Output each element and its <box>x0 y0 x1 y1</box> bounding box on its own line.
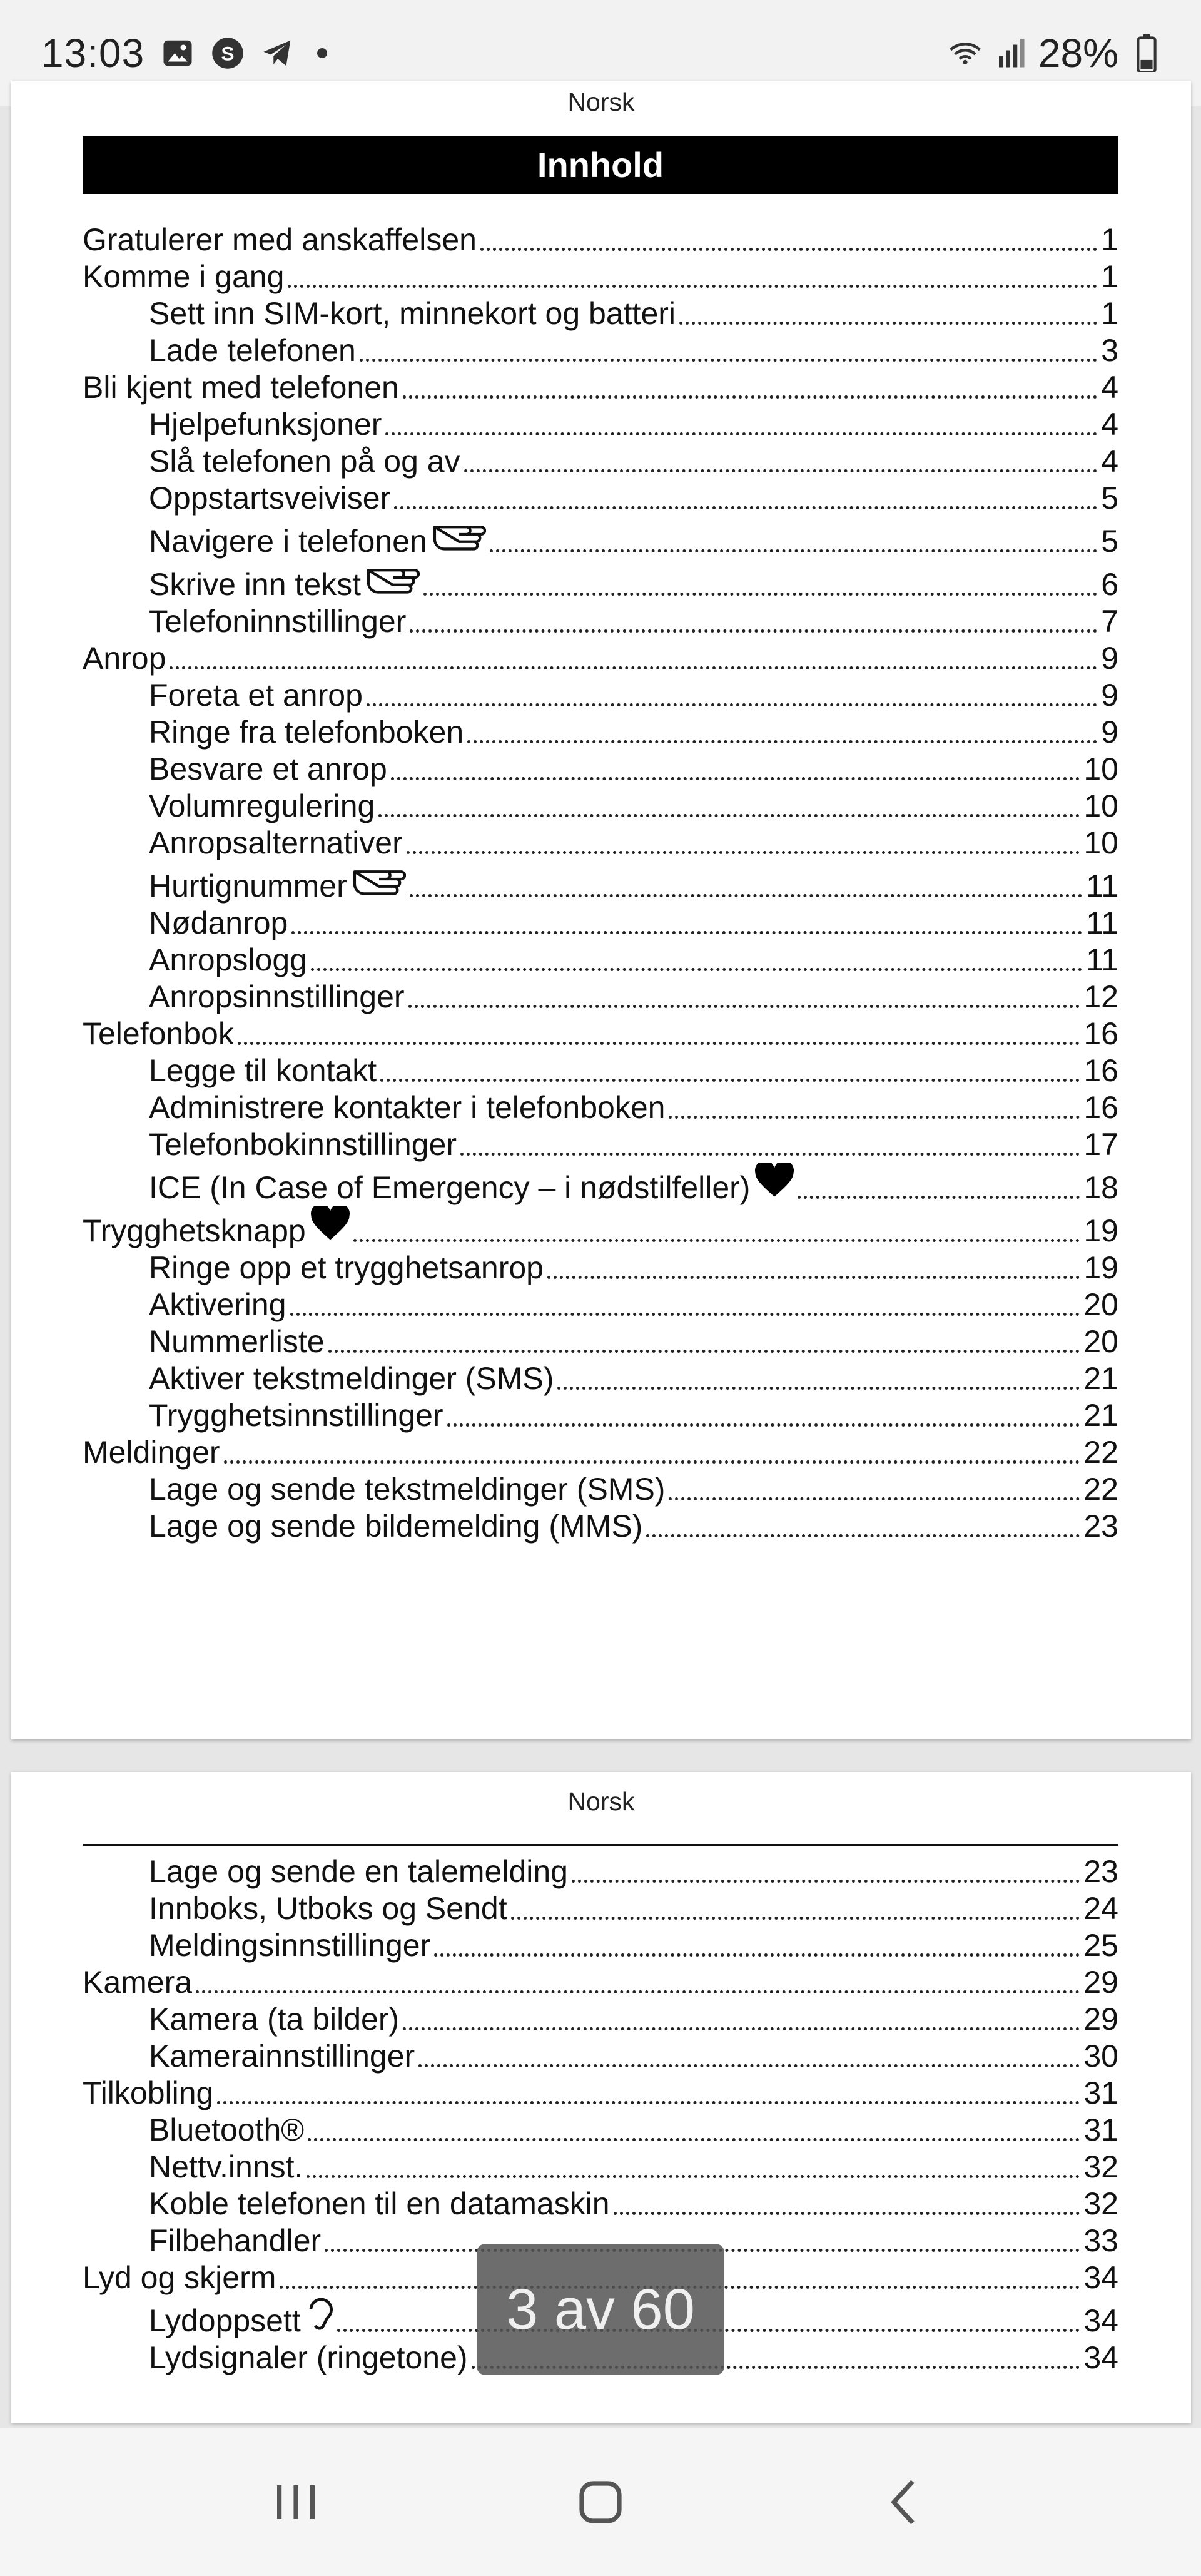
toc-page-number: 34 <box>1083 2303 1118 2338</box>
toc-page-number: 24 <box>1083 1891 1118 1926</box>
battery-percentage: 28% <box>1038 31 1118 76</box>
ear-icon <box>306 2296 333 2339</box>
toc-entry[interactable] <box>83 979 1118 1016</box>
toc-page-number: 25 <box>1083 1928 1118 1963</box>
dot-leader <box>380 1079 1080 1082</box>
toc-entry-label: Tilkobling <box>83 2075 214 2110</box>
toc-entry[interactable] <box>83 825 1118 862</box>
toc-entry-label: Meldinger <box>83 1435 220 1470</box>
skype-icon <box>211 36 245 70</box>
toc-entry-label: Aktiver tekstmeldinger (SMS) <box>149 1361 554 1396</box>
dot-leader <box>447 1423 1080 1427</box>
toc-page-number: 4 <box>1101 370 1118 405</box>
toc-entry-label: Hjelpefunksjoner <box>149 407 382 442</box>
toc-entry-label: Bli kjent med telefonen <box>83 370 399 405</box>
dot-leader <box>291 931 1082 934</box>
toc-page-number: 16 <box>1083 1053 1118 1088</box>
toc-entry-label: Anropslogg <box>149 942 307 977</box>
toc-page-number: 17 <box>1083 1127 1118 1162</box>
toc-entry[interactable] <box>83 369 1118 406</box>
navigation-bar <box>0 2428 1201 2576</box>
dot-leader <box>408 1005 1080 1008</box>
status-time: 13:03 <box>41 31 145 76</box>
toc-page-number: 21 <box>1083 1398 1118 1433</box>
toc-entry[interactable] <box>83 1323 1118 1360</box>
home-icon <box>572 2474 629 2530</box>
dot-leader <box>360 359 1097 362</box>
dot-leader <box>410 629 1097 633</box>
toc-page-number: 10 <box>1083 751 1118 787</box>
toc-page-number: 34 <box>1083 2340 1118 2375</box>
toc-entry-label: ICE (In Case of Emergency – i nødstilfeller) <box>149 1170 751 1205</box>
toc-entry-label: Kamera (ta bilder) <box>149 2002 400 2037</box>
toc-page-number: 20 <box>1083 1324 1118 1359</box>
toc-entry-label: Ringe fra telefonboken <box>149 715 464 750</box>
toc-entry-label: Koble telefonen til en datamaskin <box>149 2186 610 2221</box>
dot-leader <box>217 2101 1080 2104</box>
toc-entry-label: Anropsalternativer <box>149 825 403 860</box>
toc-entry[interactable] <box>83 1508 1118 1545</box>
table-of-contents <box>83 221 1118 1545</box>
toc-entry-label: Lage og sende bildemelding (MMS) <box>149 1509 643 1544</box>
toc-entry[interactable] <box>83 862 1118 905</box>
toc-entry-label: Legge til kontakt <box>149 1053 377 1088</box>
toc-entry[interactable] <box>83 1286 1118 1323</box>
toc-entry[interactable] <box>83 1890 1118 1927</box>
toc-entry-label: Telefoninnstillinger <box>149 604 407 639</box>
dot-leader <box>307 2175 1080 2178</box>
toc-page-number: 29 <box>1083 1965 1118 2000</box>
toc-page-number: 20 <box>1083 1287 1118 1322</box>
toc-entry[interactable] <box>83 480 1118 517</box>
toc-page-number: 31 <box>1083 2075 1118 2110</box>
dot-leader <box>378 814 1080 817</box>
dot-leader <box>308 2138 1080 2141</box>
toc-page-number: 6 <box>1101 567 1118 602</box>
dot-leader <box>669 1116 1080 1119</box>
toc-entry-label: Anropsinnstillinger <box>149 979 405 1014</box>
toc-entry-label: Kamera <box>83 1965 193 2000</box>
toc-entry[interactable] <box>83 603 1118 640</box>
dot-leader <box>224 1460 1080 1464</box>
status-left <box>41 30 327 76</box>
dot-leader <box>328 1350 1080 1353</box>
dot-leader <box>798 1196 1080 1199</box>
toc-entry[interactable] <box>83 1089 1118 1126</box>
toc-entry-label: Lade telefonen <box>149 333 356 368</box>
back-icon <box>877 2474 933 2530</box>
dot-leader <box>464 469 1098 472</box>
toc-page-number: 30 <box>1083 2039 1118 2074</box>
toc-page-number: 32 <box>1083 2149 1118 2184</box>
toc-entry-label: Navigere i telefonen <box>149 524 427 559</box>
toc-entry[interactable] <box>83 905 1118 942</box>
toc-page-number: 18 <box>1083 1170 1118 1205</box>
toc-entry-label: Volumregulering <box>149 788 375 823</box>
telegram-icon <box>261 36 295 70</box>
dot-leader <box>311 968 1082 971</box>
pointing-hand-icon <box>432 517 486 560</box>
toc-page-number: 12 <box>1083 979 1118 1014</box>
dot-leader <box>367 703 1097 706</box>
toc-entry[interactable] <box>83 677 1118 714</box>
toc-entry-label: Lydoppsett <box>149 2303 301 2338</box>
toc-page-number: 11 <box>1086 868 1118 904</box>
toc-page-number: 11 <box>1086 942 1118 977</box>
toc-entry[interactable] <box>83 332 1118 369</box>
toc-page-number: 4 <box>1101 444 1118 479</box>
toc-entry[interactable] <box>83 2038 1118 2075</box>
toc-entry[interactable] <box>83 751 1118 788</box>
toc-entry[interactable] <box>83 640 1118 677</box>
dot-leader <box>196 1990 1080 1993</box>
toc-title: Innhold <box>83 136 1118 194</box>
dot-leader <box>394 506 1097 509</box>
toc-page-number: 10 <box>1083 788 1118 823</box>
dot-leader <box>290 1313 1080 1316</box>
page-header: Norsk <box>567 1787 635 1816</box>
toc-entry-label: Sett inn SIM-kort, minnekort og batteri <box>149 296 676 331</box>
toc-entry[interactable] <box>83 1052 1118 1089</box>
toc-page-number: 16 <box>1083 1016 1118 1051</box>
toc-entry[interactable] <box>83 2001 1118 2038</box>
toc-entry-label: Lage og sende tekstmeldinger (SMS) <box>149 1472 666 1507</box>
toc-entry[interactable] <box>83 1397 1118 1434</box>
toc-entry[interactable] <box>83 1016 1118 1052</box>
toc-entry-label: Skrive inn tekst <box>149 567 362 602</box>
toc-page-number: 23 <box>1083 1509 1118 1544</box>
dot-leader <box>467 740 1097 743</box>
toc-entry-label: Telefonbok <box>83 1016 234 1051</box>
dot-leader <box>669 1497 1080 1500</box>
back-button[interactable] <box>861 2458 949 2546</box>
wifi-icon <box>948 36 982 70</box>
dot-leader <box>403 395 1097 399</box>
toc-page-number: 34 <box>1083 2260 1118 2295</box>
toc-entry-label: Kamerainnstillinger <box>149 2039 415 2074</box>
toc-entry-label: Lyd og skjerm <box>83 2260 276 2295</box>
toc-entry[interactable] <box>83 406 1118 443</box>
dot-leader <box>614 2212 1080 2215</box>
toc-entry[interactable] <box>83 1360 1118 1397</box>
toc-entry[interactable] <box>83 788 1118 825</box>
toc-entry[interactable] <box>83 258 1118 295</box>
toc-entry[interactable] <box>83 1126 1118 1163</box>
pointing-hand-icon <box>352 862 406 905</box>
toc-entry-label: Administrere kontakter i telefonboken <box>149 1090 666 1125</box>
toc-entry-label: Slå telefonen på og av <box>149 444 460 479</box>
dot-leader <box>679 322 1097 325</box>
heart-icon <box>311 1206 350 1250</box>
signal-icon <box>993 36 1027 70</box>
toc-entry-label: Aktivering <box>149 1287 286 1322</box>
dot-leader <box>391 777 1080 780</box>
toc-entry[interactable] <box>83 295 1118 332</box>
toc-entry-label: Ringe opp et trygghetsanrop <box>149 1250 544 1285</box>
toc-entry-label: Anrop <box>83 641 166 676</box>
toc-page-number: 4 <box>1101 407 1118 442</box>
toc-page-number: 29 <box>1083 2002 1118 2037</box>
dot-leader <box>646 1534 1080 1537</box>
status-right <box>948 30 1163 76</box>
header-rule <box>83 1844 1118 1846</box>
dot-leader <box>434 1953 1080 1957</box>
dot-leader <box>288 285 1097 288</box>
toc-entry[interactable] <box>83 942 1118 979</box>
toc-entry-label: Trygghetsknapp <box>83 1213 306 1248</box>
toc-entry[interactable] <box>83 2186 1118 2222</box>
toc-page-number: 22 <box>1083 1472 1118 1507</box>
toc-entry[interactable] <box>83 560 1118 603</box>
dot-leader <box>490 549 1097 552</box>
page-indicator: 3 av 60 <box>477 2244 724 2375</box>
dot-leader <box>385 432 1097 435</box>
toc-entry[interactable] <box>83 2075 1118 2112</box>
dot-leader <box>353 1239 1080 1242</box>
page-header: Norsk <box>567 88 635 116</box>
toc-entry[interactable] <box>83 2149 1118 2186</box>
toc-page-number: 31 <box>1083 2112 1118 2147</box>
toc-page-number: 21 <box>1083 1361 1118 1396</box>
dot-leader <box>557 1387 1080 1390</box>
toc-entry[interactable] <box>83 1250 1118 1286</box>
toc-entry[interactable] <box>83 2112 1118 2149</box>
home-button[interactable] <box>557 2458 644 2546</box>
toc-entry-label: Lage og sende en talemelding <box>149 1854 568 1889</box>
toc-entry-label: Bluetooth® <box>149 2112 305 2147</box>
gallery-icon <box>161 36 195 70</box>
dot-leader <box>547 1276 1080 1279</box>
dot-leader <box>418 2064 1080 2067</box>
toc-page-number: 11 <box>1086 905 1118 940</box>
dot-leader <box>407 851 1080 854</box>
toc-entry[interactable] <box>83 517 1118 560</box>
toc-page-number: 19 <box>1083 1250 1118 1285</box>
toc-entry[interactable] <box>83 221 1118 258</box>
toc-entry[interactable] <box>83 1434 1118 1471</box>
toc-entry[interactable] <box>83 1163 1118 1206</box>
dot-leader <box>480 248 1097 251</box>
toc-entry[interactable] <box>83 1471 1118 1508</box>
toc-page-number: 23 <box>1083 1854 1118 1889</box>
toc-page-number: 1 <box>1101 259 1118 294</box>
toc-entry-label: Komme i gang <box>83 259 285 294</box>
svg-text:S: S <box>221 42 235 65</box>
toc-page-number: 5 <box>1101 481 1118 516</box>
recent-apps-icon <box>268 2474 324 2530</box>
toc-entry-label: Oppstartsveiviser <box>149 481 391 516</box>
dot-leader <box>410 894 1082 897</box>
dot-leader <box>170 666 1097 669</box>
toc-entry-label: Hurtignummer <box>149 868 347 904</box>
dot-leader <box>572 1880 1080 1883</box>
toc-page-number: 9 <box>1101 641 1118 676</box>
heart-icon <box>755 1163 794 1206</box>
toc-page-number: 9 <box>1101 715 1118 750</box>
toc-entry-label: Besvare et anrop <box>149 751 387 787</box>
toc-page-number: 10 <box>1083 825 1118 860</box>
toc-page-number: 32 <box>1083 2186 1118 2221</box>
toc-page-number: 16 <box>1083 1090 1118 1125</box>
toc-entry[interactable] <box>83 1206 1118 1250</box>
toc-entry-label: Nødanrop <box>149 905 288 940</box>
toc-page-number: 1 <box>1101 296 1118 331</box>
notification-dot <box>317 48 327 58</box>
toc-entry-label: Foreta et anrop <box>149 678 363 713</box>
toc-entry-label: Filbehandler <box>149 2223 322 2258</box>
toc-page-number: 3 <box>1101 333 1118 368</box>
toc-entry[interactable] <box>83 1964 1118 2001</box>
toc-entry-label: Innboks, Utboks og Sendt <box>149 1891 507 1926</box>
dot-leader <box>403 2027 1080 2030</box>
toc-page-number: 1 <box>1101 222 1118 257</box>
dot-leader <box>511 1917 1080 1920</box>
toc-entry-label: Lydsignaler (ringetone) <box>149 2340 468 2375</box>
toc-entry[interactable] <box>83 714 1118 751</box>
toc-page-number: 7 <box>1101 604 1118 639</box>
toc-page-number: 33 <box>1083 2223 1118 2258</box>
toc-entry[interactable] <box>83 1927 1118 1964</box>
toc-entry-label: Meldingsinnstillinger <box>149 1928 431 1963</box>
toc-entry-label: Trygghetsinnstillinger <box>149 1398 443 1433</box>
toc-entry[interactable] <box>83 443 1118 480</box>
toc-entry-label: Gratulerer med anskaffelsen <box>83 222 477 257</box>
dot-leader <box>423 593 1097 596</box>
toc-page-number: 5 <box>1101 524 1118 559</box>
toc-entry-label: Telefonbokinnstillinger <box>149 1127 457 1162</box>
dot-leader <box>460 1153 1080 1156</box>
pointing-hand-icon <box>366 560 420 603</box>
toc-entry[interactable] <box>83 1853 1118 1890</box>
toc-page-number: 22 <box>1083 1435 1118 1470</box>
battery-icon <box>1130 36 1163 70</box>
toc-page-number: 19 <box>1083 1213 1118 1248</box>
toc-page-number: 9 <box>1101 678 1118 713</box>
document-page-1 <box>11 81 1191 1739</box>
recent-apps-button[interactable] <box>252 2458 340 2546</box>
toc-entry-label: Nettv.innst. <box>149 2149 303 2184</box>
toc-entry-label: Nummerliste <box>149 1324 325 1359</box>
dot-leader <box>238 1042 1080 1045</box>
